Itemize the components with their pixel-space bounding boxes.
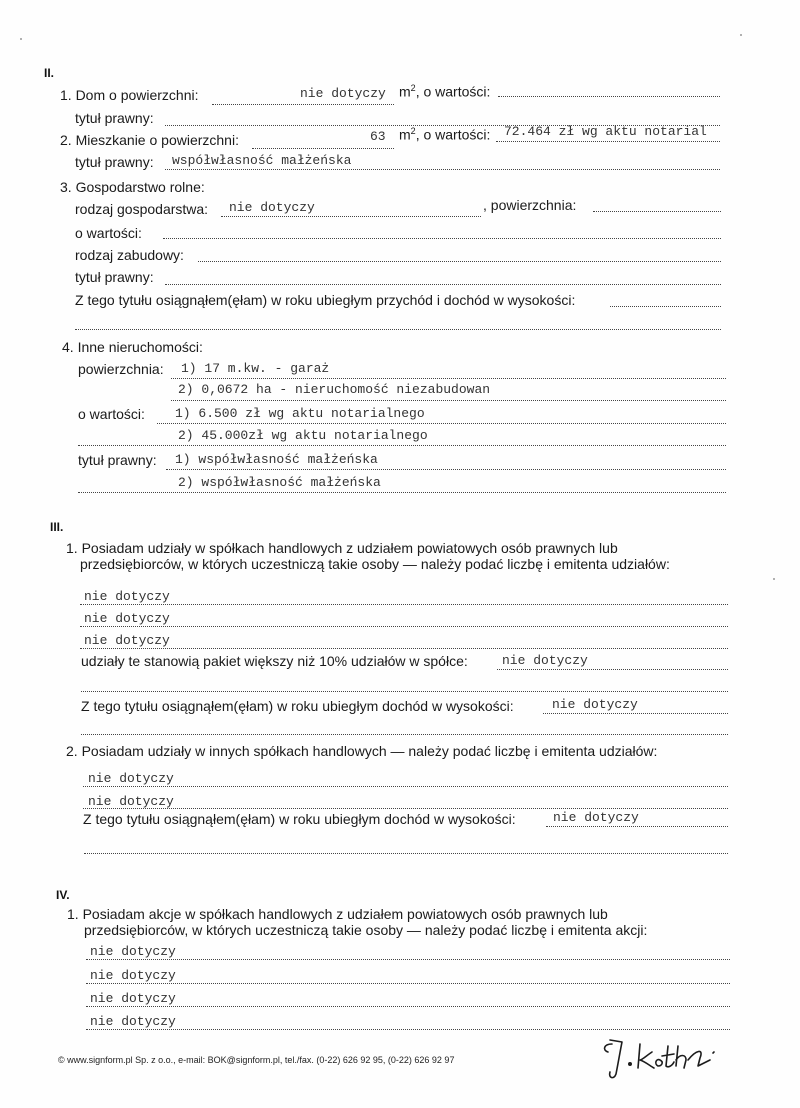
stocks-entry-2: nie dotyczy [90,968,176,983]
section-ii-heading: II. [44,66,55,80]
section-iii-heading: III. [50,520,64,534]
stocks-entry-line-1 [86,959,730,960]
shares-package-line-2 [81,691,728,692]
handwritten-signature [600,1030,730,1085]
stocks-text-line-1: 1. Posiadam akcje w spółkach handlowych z udziałem powiatowych osób prawnych lub [67,906,608,922]
shares-income-line [543,713,728,714]
shares-package-label: udziały te stanowią pakiet większy niż 10% udziałów w spółce: [81,653,468,669]
farm-label: 3. Gospodarstwo rolne: [60,179,205,195]
farm-area-line [593,211,721,212]
shares-income-label: Z tego tytułu osiągnąłem(ęłam) w roku ubiegłym dochód w wysokości: [81,698,514,714]
stocks-entry-4: nie dotyczy [90,1014,176,1029]
farm-value-line [163,238,721,239]
stocks-entry-3: nie dotyczy [90,991,176,1006]
shares-text-line-2: przedsiębiorców, w których uczestniczą takie osoby — należy podać liczbę i emitenta udziałów: [80,556,670,572]
flat-title-line [165,169,720,170]
flat-area-value: 63 [370,129,386,144]
other-shares-entry-2: nie dotyczy [88,794,174,809]
shares-text-line-1: 1. Posiadam udziały w spółkach handlowych z udziałem powiatowych osób prawnych lub [66,540,618,556]
other-shares-income-line [546,826,728,827]
shares-package-value: nie dotyczy [502,653,588,668]
farm-income-line-2 [75,329,721,330]
other-shares-entry-1: nie dotyczy [88,771,174,786]
other-title-value-1: 1) współwłasność małżeńska [175,452,378,467]
scan-speck [773,578,775,580]
farm-build-line [198,261,721,262]
house-title-label: tytuł prawny: [75,110,154,126]
other-title-line-1 [166,469,726,470]
stocks-entry-line-2 [86,983,730,984]
farm-title-label: tytuł prawny: [75,269,154,285]
other-value-value-1: 1) 6.500 zł wg aktu notarialnego [175,406,425,421]
house-value-line [498,96,720,97]
other-area-value-1: 1) 17 m.kw. - garaż [181,361,330,376]
shares-entry-line-3 [80,648,728,649]
stocks-text-line-2: przedsiębiorców, w których uczestniczą takie osoby — należy podać liczbę i emitenta akcji: [84,922,648,938]
farm-kind-value: nie dotyczy [229,200,315,215]
farm-area-label: , powierzchnia: [483,197,577,213]
farm-title-line [165,284,721,285]
shares-entry-1: nie dotyczy [84,589,170,604]
flat-area-label: 2. Mieszkanie o powierzchni: [60,132,239,148]
farm-kind-line [221,216,481,217]
other-area-label: powierzchnia: [78,361,164,377]
farm-value-label: o wartości: [75,225,142,241]
other-area-line-2 [171,400,726,401]
shares-entry-2: nie dotyczy [84,611,170,626]
other-shares-income-label: Z tego tytułu osiągnąłem(ęłam) w roku ubiegłym dochód w wysokości: [83,811,516,827]
other-title-label: tytuł prawny: [78,452,157,468]
flat-value-line [496,141,720,142]
stocks-entry-line-3 [86,1006,730,1007]
flat-value: 72.464 zł wg aktu notarial [504,124,707,139]
shares-entry-3: nie dotyczy [84,633,170,648]
other-value-line-2 [78,445,726,446]
flat-title-label: tytuł prawny: [75,154,154,170]
house-unit: $m^2$, o wartości: [399,83,491,100]
other-shares-income-value: nie dotyczy [553,810,639,825]
farm-income-line [610,306,721,307]
section-iv-heading: IV. [56,888,70,902]
other-title-line-2 [78,492,726,493]
other-property-label: 4. Inne nieruchomości: [62,339,203,355]
shares-income-value: nie dotyczy [552,697,638,712]
other-shares-income-line-2 [84,853,728,854]
other-title-value-2: 2) współwłasność małżeńska [178,475,381,490]
other-shares-text: 2. Posiadam udziały w innych spółkach handlowych — należy podać liczbę i emitenta udziałów: [66,743,658,759]
flat-area-line [252,148,394,149]
other-value-label: o wartości: [78,406,145,422]
farm-kind-label: rodzaj gospodarstwa: [75,201,209,217]
other-shares-entry-line-2 [83,808,728,809]
other-shares-entry-line-1 [83,786,728,787]
other-area-line-1 [171,378,726,379]
shares-income-line-2 [81,734,728,735]
footer-text: © www.signform.pl Sp. z o.o., e-mail: BOK@signform.pl, tel./fax. (0-22) 626 92 95, (0-22) 626 92 97 [58,1055,455,1065]
farm-build-label: rodzaj zabudowy: [75,247,184,263]
other-area-value-2: 2) 0,0672 ha - nieruchomość niezabudowan [178,382,491,397]
house-area-line [212,104,394,105]
scan-speck [20,38,22,40]
shares-entry-line-2 [80,626,728,627]
house-area-value: nie dotyczy [300,86,386,101]
stocks-entry-1: nie dotyczy [90,944,176,959]
other-value-value-2: 2) 45.000zł wg aktu notarialnego [178,428,428,443]
shares-package-line [497,669,728,670]
house-area-label: 1. Dom o powierzchni: [60,87,199,103]
flat-title-value: współwłasność małżeńska [172,153,352,168]
shares-entry-line-1 [80,604,728,605]
flat-unit: $m^2$, o wartości: [399,126,491,143]
other-value-line-1 [157,423,726,424]
scan-speck [740,34,742,36]
farm-income-label: Z tego tytułu osiągnąłem(ęłam) w roku ubiegłym przychód i dochód w wysokości: [75,292,576,308]
